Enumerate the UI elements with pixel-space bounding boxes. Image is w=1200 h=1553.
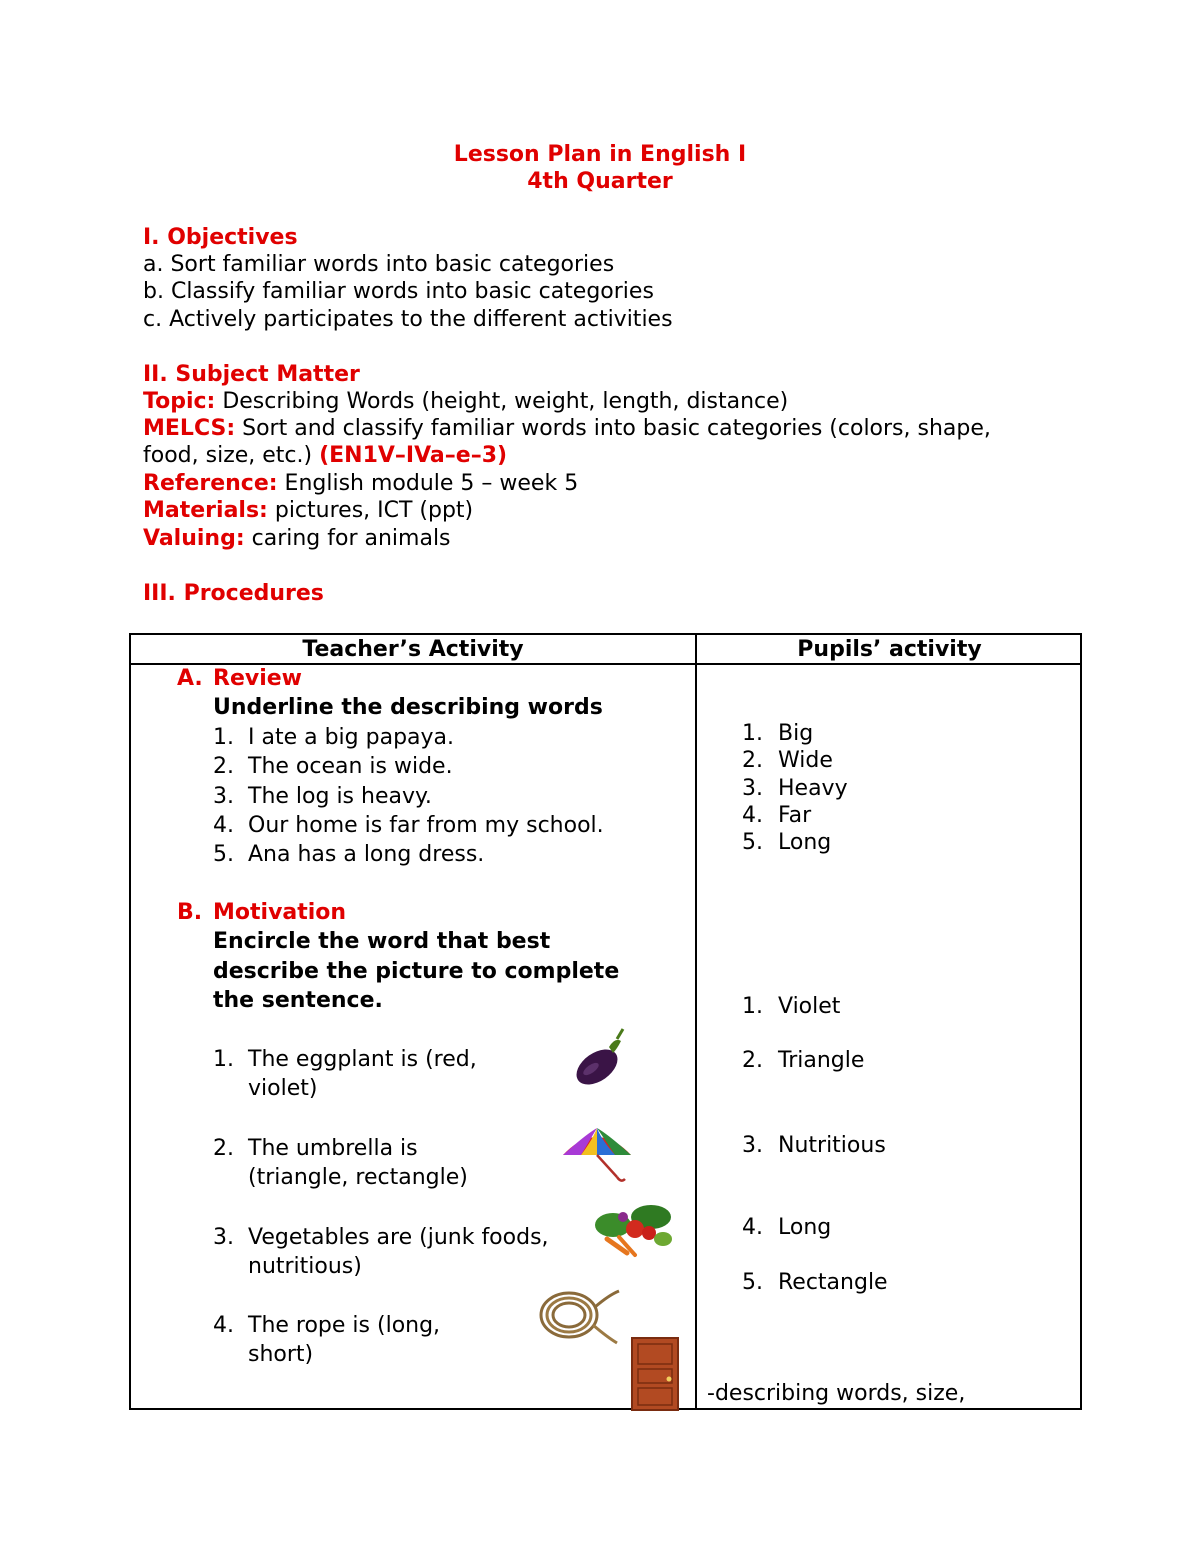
pupils-activity-header: Pupils’ activity (797, 637, 982, 662)
materials-label: Materials: (143, 498, 268, 523)
vegetables-icon (591, 1195, 677, 1259)
motivation-item-number: 2. (213, 1136, 234, 1161)
review-answer: Big (778, 721, 814, 746)
melcs-line-2 (143, 442, 507, 469)
melcs-code: (EN1V–IVa–e–3) (319, 443, 508, 468)
melcs-label: MELCS: (143, 416, 236, 441)
valuing-value: caring for animals (244, 526, 451, 551)
review-answer-number: 5. (742, 830, 763, 855)
review-answer-number: 4. (742, 803, 763, 828)
column-divider (695, 635, 697, 1408)
motivation-item: violet) (248, 1076, 318, 1101)
review-answer-number: 3. (742, 776, 763, 801)
review-answer: Long (778, 830, 832, 855)
review-item-number: 1. (213, 725, 234, 750)
review-item: Our home is far from my school. (248, 813, 604, 838)
motivation-heading: Motivation (213, 900, 347, 925)
review-answer-number: 2. (742, 748, 763, 773)
motivation-answer-number: 5. (742, 1270, 763, 1295)
review-answer: Heavy (778, 776, 848, 801)
topic-value: Describing Words (height, weight, length, distance) (215, 389, 789, 414)
review-answer: Wide (778, 748, 833, 773)
motivation-answer: Rectangle (778, 1270, 888, 1295)
motivation-letter: B. (177, 900, 203, 925)
motivation-answer-number: 3. (742, 1133, 763, 1158)
motivation-item: (triangle, rectangle) (248, 1165, 468, 1190)
reference-line (143, 470, 578, 497)
review-heading: Review (213, 666, 302, 691)
melcs-value-cont: food, size, etc.) (143, 443, 320, 468)
review-item: I ate a big papaya. (248, 725, 455, 750)
review-answer-number: 1. (742, 721, 763, 746)
motivation-item: nutritious) (248, 1254, 362, 1279)
teacher-activity-header: Teacher’s Activity (302, 637, 524, 662)
review-answer: Far (778, 803, 812, 828)
motivation-item-number: 4. (213, 1313, 234, 1338)
motivation-answer: Triangle (778, 1048, 865, 1073)
motivation-answer: Nutritious (778, 1133, 886, 1158)
motivation-item: The eggplant is (red, (248, 1047, 477, 1072)
umbrella-icon (559, 1125, 635, 1187)
motivation-answer-number: 4. (742, 1215, 763, 1240)
objective-a: a. Sort familiar words into basic categories (143, 252, 615, 277)
motivation-item: The rope is (long, (248, 1313, 441, 1338)
motivation-instruction: the sentence. (213, 988, 383, 1013)
topic-line (143, 388, 788, 415)
motivation-item: short) (248, 1342, 314, 1367)
review-item-number: 2. (213, 754, 234, 779)
eggplant-icon (571, 1027, 631, 1089)
melcs-line (143, 415, 991, 442)
motivation-answer-number: 2. (742, 1048, 763, 1073)
page-title: Lesson Plan in English I (453, 142, 747, 167)
procedures-heading: III. Procedures (143, 581, 324, 606)
motivation-answer: Long (778, 1215, 832, 1240)
review-item: Ana has a long dress. (248, 842, 485, 867)
review-item: The ocean is wide. (248, 754, 453, 779)
motivation-item: The umbrella is (248, 1136, 418, 1161)
motivation-instruction: Encircle the word that best (213, 929, 551, 954)
materials-value: pictures, ICT (ppt) (267, 498, 474, 523)
rope-icon (533, 1285, 623, 1347)
materials-line (143, 497, 473, 524)
procedures-table (129, 633, 1082, 1410)
valuing-label: Valuing: (143, 526, 245, 551)
review-item: The log is heavy. (248, 784, 432, 809)
motivation-answer-number: 1. (742, 994, 763, 1019)
valuing-line (143, 525, 451, 552)
review-item-number: 5. (213, 842, 234, 867)
review-letter: A. (177, 666, 203, 691)
footer-answer: -describing words, size, (707, 1381, 966, 1406)
motivation-item-number: 3. (213, 1225, 234, 1250)
door-icon (631, 1337, 679, 1411)
motivation-item-number: 1. (213, 1047, 234, 1072)
objective-b: b. Classify familiar words into basic categories (143, 279, 654, 304)
subject-matter-heading: II. Subject Matter (143, 362, 360, 387)
objectives-heading: I. Objectives (143, 225, 298, 250)
review-instruction: Underline the describing words (213, 695, 603, 720)
quarter-subtitle: 4th Quarter (527, 169, 673, 194)
review-item-number: 4. (213, 813, 234, 838)
review-item-number: 3. (213, 784, 234, 809)
motivation-instruction: describe the picture to complete (213, 959, 620, 984)
topic-label: Topic: (143, 389, 216, 414)
motivation-item: Vegetables are (junk foods, (248, 1225, 549, 1250)
reference-label: Reference: (143, 471, 278, 496)
reference-value: English module 5 – week 5 (277, 471, 579, 496)
motivation-answer: Violet (778, 994, 841, 1019)
objective-c: c. Actively participates to the different activities (143, 307, 673, 332)
table-header (131, 635, 1080, 665)
melcs-value: Sort and classify familiar words into basic categories (colors, shape, (235, 416, 991, 441)
